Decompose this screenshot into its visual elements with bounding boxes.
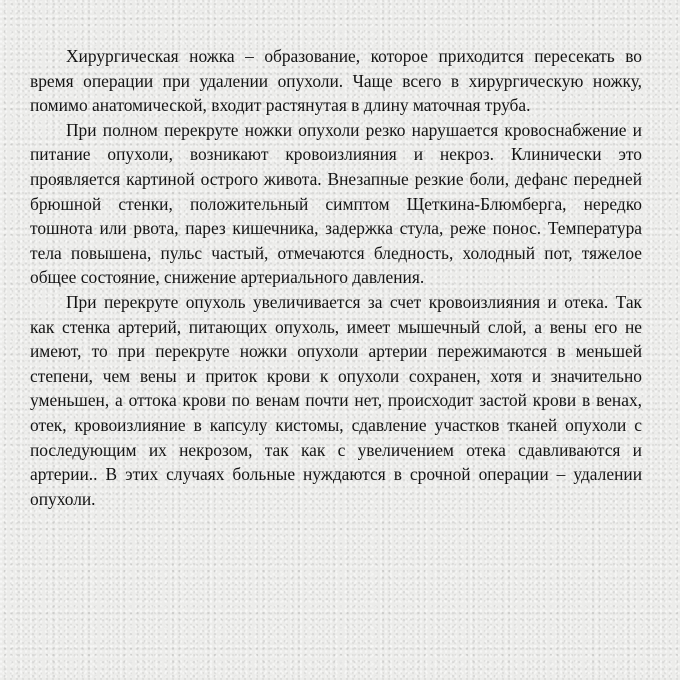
paragraph-1: Хирургическая ножка – образование, которое приходится пересекать во время операции при удалении опухоли. Чаще всего в хирургическую ножку, помимо анатомической, входит растянутая в длину маточная труба. [30,46,642,116]
document-body [30,44,642,511]
paragraph-2: При полном перекруте ножки опухоли резко нарушается кровоснабжение и питание опухоли, возникают кровоизлияния и некроз. Клинически это проявляется картиной острого живота. Внезапные резкие боли, дефанс передней брюшной стенки, положительный симптом Щеткина-Блюмберга, нередко тошнота или рвота, парез кишечника, задержка стула, реже понос. Температура тела повышена, пульс частый, отмечаются бледность, холодный пот, тяжелое общее состояние, снижение артериального давления. [30,119,642,288]
paragraph-3: При перекруте опухоль увеличивается за счет кровоизлияния и отека. Так как стенка артерий, питающих опухоль, имеет мышечный слой, а вены его не имеют, то при перекруте ножки опухоли артерии пережимаются в меньшей степени, чем вены и приток крови к опухоли сохранен, хотя и значительно уменьшен, а оттока крови по венам почти нет, происходит застой крови в венах, отек, кровоизлияние в капсулу кистомы, сдавление участков тканей опухоли с последующим их некрозом, так как с увеличением отека сдавливаются и артерии.. В этих случаях больные нуждаются в срочной операции – удалении опухоли. [30,291,642,509]
